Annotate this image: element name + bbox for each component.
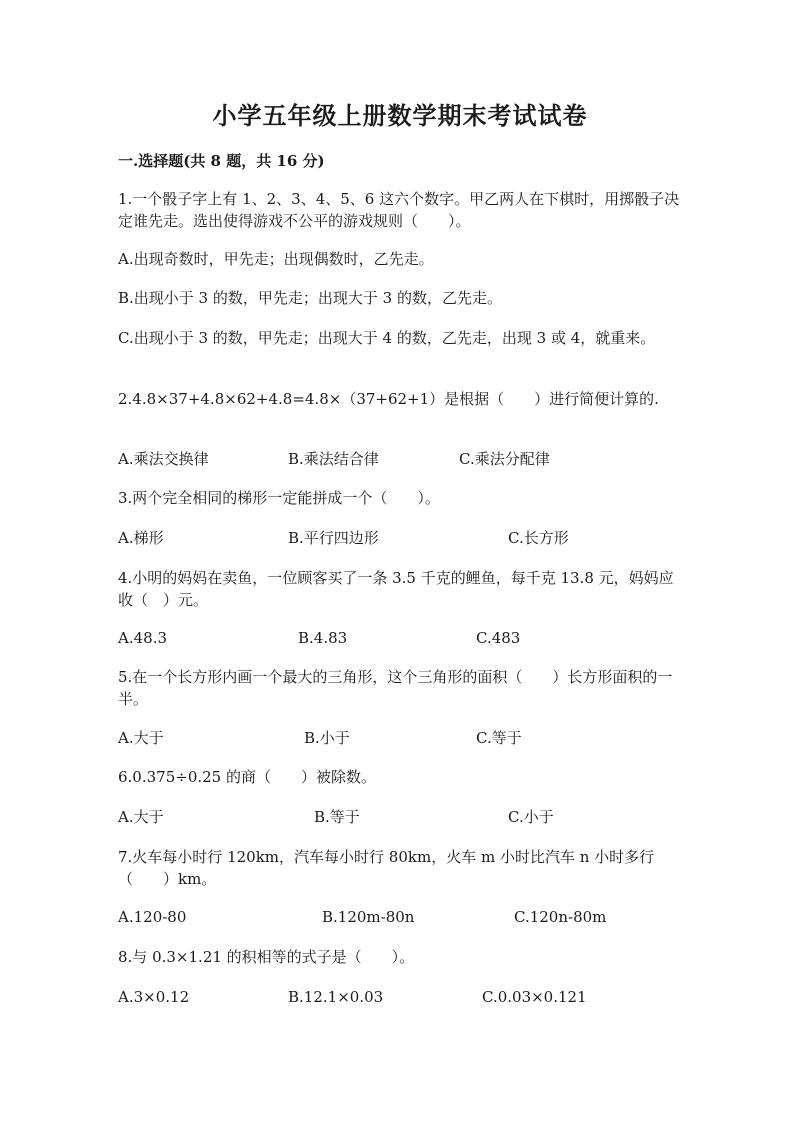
question-2-options (118, 448, 686, 470)
question-7: 7.火车每小时行 120km，汽车每小时行 80km，火车 m 小时比汽车 n 小时多行（ ）km。 (118, 848, 655, 888)
question-2: 2.4.8×37+4.8×62+4.8=4.8×（37+62+1）是根据（ ）进行简便计算的. (118, 390, 659, 408)
question-2-option-c[interactable]: C.乘法分配律 (459, 450, 550, 468)
question-7-option-a[interactable]: A.120-80 (118, 908, 187, 926)
question-4-option-a[interactable]: A.48.3 (118, 629, 167, 647)
question-4-option-b[interactable]: B.4.83 (298, 629, 348, 647)
question-3-option-c[interactable]: C.长方形 (508, 529, 569, 547)
question-1-option-b[interactable]: B.出现小于 3 的数，甲先走；出现大于 3 的数，乙先走。 (118, 289, 502, 307)
question-3-option-a[interactable]: A.梯形 (118, 529, 164, 547)
question-6-option-b[interactable]: B.等于 (314, 808, 360, 826)
question-1-option-a[interactable]: A.出现奇数时，甲先走；出现偶数时，乙先走。 (118, 250, 434, 268)
question-7-option-c[interactable]: C.120n-80m (514, 908, 607, 926)
question-6-option-c[interactable]: C.小于 (508, 808, 554, 826)
page-title: 小学五年级上册数学期末考试试卷 (212, 101, 588, 130)
question-3: 3.两个完全相同的梯形一定能拼成一个（ ）。 (118, 489, 440, 507)
question-1: 1.一个骰子字上有 1、2、3、4、5、6 这六个数字。甲乙两人在下棋时，用掷骰子决定谁先走。选出使得游戏不公平的游戏规则（ ）。 (118, 190, 680, 230)
question-5-option-a[interactable]: A.大于 (118, 729, 164, 747)
question-7-options (118, 906, 686, 928)
question-8: 8.与 0.3×1.21 的积相等的式子是（ ）。 (118, 948, 415, 966)
question-6-options (118, 806, 686, 828)
section-heading: 一.选择题(共 8 题，共 16 分) (118, 152, 325, 170)
question-3-option-b[interactable]: B.平行四边形 (288, 529, 379, 547)
question-5-options (118, 727, 686, 749)
question-6: 6.0.375÷0.25 的商（ ）被除数。 (118, 768, 376, 786)
question-8-option-c[interactable]: C.0.03×0.121 (482, 988, 587, 1006)
question-8-options (118, 986, 686, 1008)
question-7-option-b[interactable]: B.120m-80n (322, 908, 415, 926)
question-8-option-b[interactable]: B.12.1×0.03 (288, 988, 384, 1006)
question-2-option-b[interactable]: B.乘法结合律 (288, 450, 379, 468)
question-5: 5.在一个长方形内画一个最大的三角形，这个三角形的面积（ ）长方形面积的一半。 (118, 668, 673, 708)
question-5-option-b[interactable]: B.小于 (304, 729, 350, 747)
question-4-options (118, 627, 686, 649)
question-2-option-a[interactable]: A.乘法交换律 (118, 450, 209, 468)
question-5-option-c[interactable]: C.等于 (476, 729, 522, 747)
question-6-option-a[interactable]: A.大于 (118, 808, 164, 826)
question-8-option-a[interactable]: A.3×0.12 (118, 988, 190, 1006)
question-4-option-c[interactable]: C.483 (476, 629, 521, 647)
question-1-option-c[interactable]: C.出现小于 3 的数，甲先走；出现大于 4 的数，乙先走，出现 3 或 4，就重来。 (118, 329, 656, 347)
question-4: 4.小明的妈妈在卖鱼，一位顾客买了一条 3.5 千克的鲤鱼，每千克 13.8 元，妈妈应收（ ）元。 (118, 569, 674, 609)
question-3-options (118, 527, 686, 549)
